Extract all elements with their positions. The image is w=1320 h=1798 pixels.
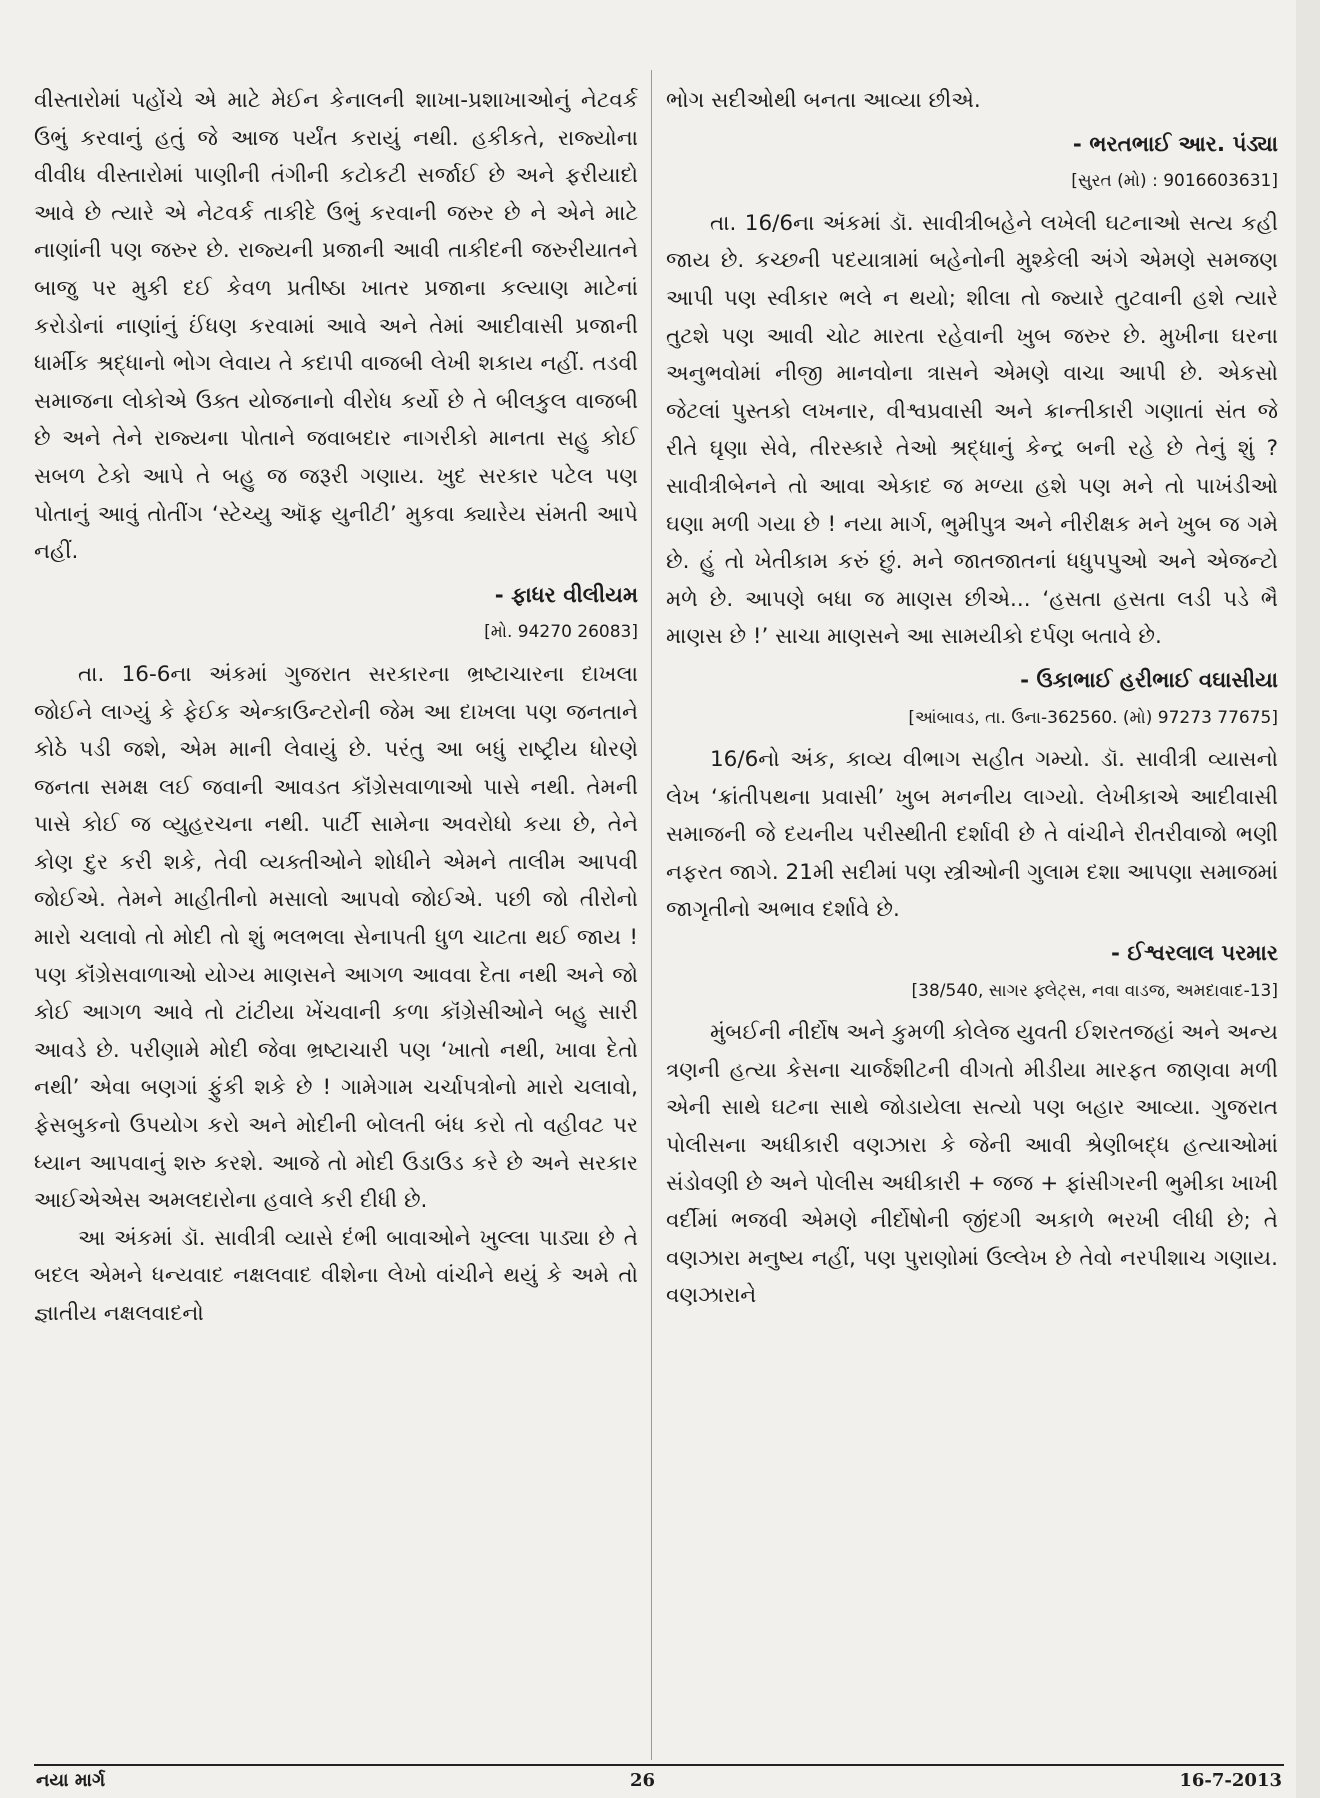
signature-ukabhai: - ઉકાભાઈ હરીભાઈ વઘાસીયા — [1020, 667, 1278, 693]
left-paragraph-3: આ અંકમાં ડૉ. સાવીત્રી વ્યાસે દંભી બાવાઓને ખુલ્લા પાડ્યા છે તે બદલ એમને ધન્યવાદ નક્ષલવાદ વીશેના લેખો વાંચીને થયું કે અમે તો જ્ઞાતીય નક્ષલવાદનો — [34, 1225, 638, 1326]
right-paragraph-2: તા. 16/6ના અંકમાં ડૉ. સાવીત્રીબહેને લખેલી ઘટનાઓ સત્ય કહી જાય છે. કચ્છની પદયાત્રામાં બહેનોની મુશ્કેલી અંગે એમણે સમજણ આપી પણ સ્વીકાર ભલે ન થયો; શીલા તો જ્યારે તુટવાની હશે ત્યારે તુટશે પણ આવી ચોટ મારતા રહેવાની ખુબ જરુર છે. મુખીના ઘરના અનુભવોમાં નીજી માનવોના ત્રાસને એમણે વાચા આપી છે. એકસો જેટલાં પુસ્તકો લખનાર, વીશ્વપ્રવાસી અને ક્રાન્તીકારી ગણાતાં સંત જે રીતે ઘૃણા સેવે, તીરસ્કારે તેઓ શ્રદ્ધાનું કેન્દ્ર બની રહે છે તેનું શું ? સાવીત્રીબેનને તો આવા એકાદ જ મળ્યા હશે પણ મને તો પાખંડીઓ ઘણા મળી ગયા છે ! નયા માર્ગ, ભુમીપુત્ર અને નીરીક્ષક મને ખુબ જ ગમે છે. હું તો ખેતીકામ કરું છું. મને જાતજાતનાં ધધુપપુઓ અને એજન્ટો મળે છે. આપણે બધા જ માણસ છીએ... ‘હસતા હસતા લડી પડે ભૈ માણસ છે !’ સાચા માણસને આ સામયીકો દર્પણ બતાવે છે. — [666, 210, 1278, 650]
left-paragraph-2: તા. 16-6ના અંકમાં ગુજરાત સરકારના ભ્રષ્ટાચારના દાખલા જોઈને લાગ્યું કે ફેઈક એન્કાઉન્ટરોની જેમ આ દાખલા પણ જનતાને કોઠે પડી જશે, એમ માની લેવાયું છે. પરંતુ આ બધું રાષ્ટ્રીય ધોરણે જનતા સમક્ષ લઈ જવાની આવડત કૉંગ્રેસવાળાઓ પાસે નથી. તેમની પાસે કોઈ જ વ્યુહરચના નથી. પાર્ટી સામેના અવરોધો કયા છે, તેને કોણ દુર કરી શકે, તેવી વ્યક્તીઓને શોધીને એમને તાલીમ આપવી જોઈએ. તેમને માહીતીનો મસાલો આપવો જોઈએ. પછી જો તીરોનો મારો ચલાવો તો મોદી તો શું ભલભલા સેનાપતી ધુળ ચાટતા થઈ જાય ! પણ કૉંગ્રેસવાળાઓ યોગ્ય માણસને આગળ આવવા દેતા નથી અને જો કોઈ આગળ આવે તો ટાંટીયા ખેંચવાની કળા કૉંગ્રેસીઓને બહુ સારી આવડે છે. પરીણામે મોદી જેવા ભ્રષ્ટાચારી પણ ‘ખાતો નથી, ખાવા દેતો નથી’ એવા બણગાં ફુંકી શકે છે ! ગામેગામ ચર્ચાપત્રોનો મારો ચલાવો, ફેસબુકનો ઉપયોગ કરો અને મોદીની બોલતી બંધ કરો તો વહીવટ પર ધ્યાન આપવાનું શરુ કરશે. આજે તો મોદી ઉડાઉડ કરે છે અને સરકાર આઈએએસ અમલદારોના હવાલે કરી દીધી છે. — [34, 661, 638, 1214]
signature-father-william: - ફાધર વીલીયમ — [494, 582, 638, 608]
footer-page-number: 26 — [630, 1770, 656, 1791]
contact-bharatbhai: [સુરત (મો) : 9016603631] — [1071, 171, 1278, 192]
page-footer — [34, 1764, 1284, 1794]
page-edge-shadow — [1296, 0, 1320, 1798]
footer-date: 16-7-2013 — [1179, 1770, 1282, 1791]
signature-ishwarlal: - ઈશ્વરલાલ પરમાર — [1111, 941, 1278, 967]
right-paragraph-1: ભોગ સદીઓથી બનતા આવ્યા છીએ. — [666, 88, 981, 113]
left-paragraph-1: વીસ્તારોમાં પહોંચે એ માટે મેઈન કેનાલની શાખા-પ્રશાખાઓનું નેટવર્ક ઉભું કરવાનું હતું જે આજ પર્યંત કરાયું નથી. હકીકતે, રાજ્યોના વીવીધ વીસ્તારોમાં પાણીની તંગીની કટોકટી સર્જાઈ છે અને ફરીયાદો આવે છે ત્યારે એ નેટવર્ક તાકીદે ઉભું કરવાની જરુર છે ને એને માટે નાણાંની પણ જરુર છે. રાજ્યની પ્રજાની આવી તાકીદની જરુરીયાતને બાજુ પર મુકી દઈ કેવળ પ્રતીષ્ઠા ખાતર પ્રજાના કલ્યાણ માટેનાં કરોડોનાં નાણાંનું ઈંધણ કરવામાં આવે અને તેમાં આદીવાસી પ્રજાની ધાર્મીક શ્રદ્ધાનો ભોગ લેવાય તે કદાપી વાજબી લેખી શકાય નહીં. તડવી સમાજના લોકોએ ઉક્ત યોજનાનો વીરોધ કર્યો છે તે બીલકુલ વાજબી છે અને તેને રાજ્યના પોતાને જવાબદાર નાગરીકો માનતા સહુ કોઈ સબળ ટેકો આપે તે બહુ જ જરૂરી ગણાય. ખુદ સરકાર પટેલ પણ પોતાનું આવું તોતીંગ ‘સ્ટેચ્યુ ઑફ યુનીટી’ મુકવા ક્યારેય સંમતી આપે નહીં. — [34, 88, 638, 565]
right-paragraph-3: 16/6નો અંક, કાવ્ય વીભાગ સહીત ગમ્યો. ડૉ. સાવીત્રી વ્યાસનો લેખ ‘ક્રાંતીપથના પ્રવાસી’ ખુબ મનનીય લાગ્યો. લેખીકાએ આદીવાસી સમાજની જે દયનીય પરીસ્થીતી દર્શાવી છે તે વાંચીને રીતરીવાજો ભણી નફરત જાગે. 21મી સદીમાં પણ સ્ત્રીઓની ગુલામ દશા આપણા સમાજમાં જાગૃતીનો અભાવ દર્શાવે છે. — [666, 747, 1278, 923]
signature-bharatbhai: - ભરતભાઈ આર. પંડ્યા — [1072, 131, 1278, 157]
contact-ishwarlal: [38/540, સાગર ફ્લેટ્સ, નવા વાડજ, અમદાવાદ-13] — [911, 980, 1278, 1001]
footer-publication-name: નયા માર્ગ — [36, 1770, 106, 1791]
column-divider — [651, 70, 652, 1760]
contact-father-william: [મો. 94270 26083] — [484, 622, 638, 643]
contact-ukabhai: [આંબાવડ, તા. ઉના-362560. (મો) 97273 77675] — [908, 707, 1278, 728]
right-column — [666, 82, 1278, 1315]
left-column — [34, 82, 638, 1333]
right-paragraph-4: મુંબઈની નીર્દોષ અને કુમળી કોલેજ યુવતી ઈશરતજહાં અને અન્ય ત્રણની હત્યા કેસના ચાર્જશીટની વીગતો મીડીયા મારફત જાણવા મળી એની સાથે ઘટના સાથે જોડાયેલા સત્યો પણ બહાર આવ્યા. ગુજરાત પોલીસના અધીકારી વણઝારા કે જેની આવી શ્રેણીબદ્ધ હત્યાઓમાં સંડોવણી છે અને પોલીસ અધીકારી + જજ + ફાંસીગરની ભુમીકા ખાખી વર્દીમાં ભજવી એમણે નીર્દોષોની જીંદગી અકાળે ભરખી લીધી છે; તે વણઝારા મનુષ્ય નહીં, પણ પુરાણોમાં ઉલ્લેખ છે તેવો નરપીશાચ ગણાય. વણઝારાને — [666, 1020, 1278, 1309]
